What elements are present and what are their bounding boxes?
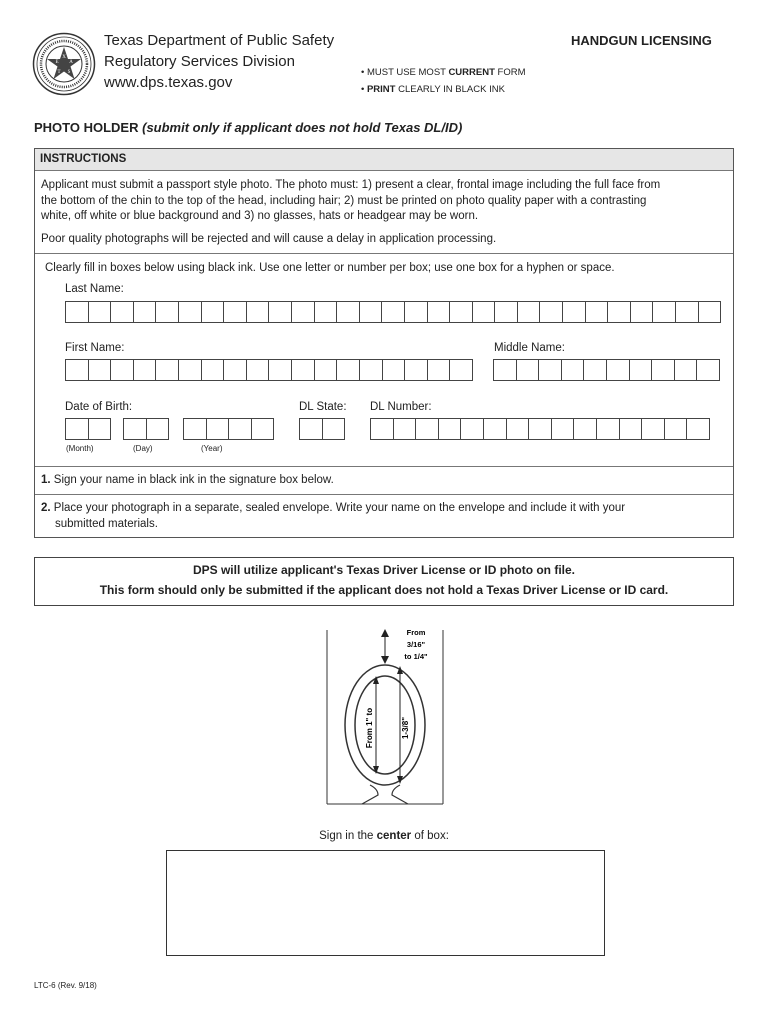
step-number: 2. (41, 502, 51, 514)
top-margin-label-3: to 1/4" (404, 652, 428, 661)
signature-instruction (0, 830, 768, 842)
svg-text:S: S (67, 70, 71, 75)
dl-number-field[interactable] (370, 418, 710, 440)
dob-month-field[interactable] (65, 418, 111, 440)
divider (35, 253, 733, 254)
dps-notice (34, 557, 734, 606)
svg-text:X: X (62, 55, 66, 60)
agency-block (104, 30, 334, 93)
signature-box[interactable] (166, 850, 605, 956)
title-main: PHOTO HOLDER (34, 120, 143, 135)
step-2 (41, 501, 731, 532)
sign-text: Sign in the (319, 830, 377, 842)
sign-text: of box: (411, 830, 449, 842)
year-caption: (Year) (201, 444, 223, 453)
top-margin-label-1: From (406, 628, 426, 637)
sign-bold: center (376, 830, 412, 842)
dl-state-field[interactable] (299, 418, 345, 440)
program-title: HANDGUN LICENSING (571, 33, 712, 48)
step-text: submitted materials. (55, 517, 158, 530)
note-text: CLEARLY IN BLACK INK (395, 84, 505, 95)
dl-number-label: DL Number: (370, 401, 432, 413)
month-caption: (Month) (66, 444, 94, 453)
page-title (34, 120, 462, 135)
middle-name-field[interactable] (493, 359, 720, 381)
dob-year-field[interactable] (183, 418, 274, 440)
face-height-max-label: 1-3/8" (401, 716, 410, 740)
step-1 (41, 473, 334, 489)
notice-line: DPS will utilize applicant's Texas Driver License or ID photo on file. (192, 563, 576, 577)
note-current-form (361, 64, 526, 81)
note-bold: CURRENT (448, 67, 495, 78)
svg-text:A: A (69, 60, 73, 65)
instructions-line: Applicant must submit a passport style photo. The photo must: 1) present a clear, frontal image including the full face from (41, 179, 661, 191)
fill-instruction: Clearly fill in boxes below using black ink. Use one letter or number per box; use one box for a hyphen or space. (45, 262, 615, 274)
agency-website: www.dps.texas.gov (104, 74, 233, 91)
title-subtitle: (submit only if applicant does not hold Texas DL/ID) (142, 120, 463, 135)
svg-text:E: E (55, 60, 59, 65)
dps-seal-logo (32, 32, 96, 96)
divider (35, 494, 733, 495)
middle-name-label: Middle Name: (494, 342, 565, 354)
last-name-field[interactable] (65, 301, 721, 323)
day-caption: (Day) (133, 444, 153, 453)
agency-name: Texas Department of Public Safety (104, 32, 335, 49)
instructions-paragraph (41, 178, 731, 225)
instructions-heading: INSTRUCTIONS (35, 149, 733, 171)
first-name-label: First Name: (65, 342, 125, 354)
dl-state-label: DL State: (299, 401, 347, 413)
face-height-min-label: From 1" to (365, 707, 374, 749)
form-notes (361, 64, 526, 98)
note-print-clearly: • PRINT CLEARLY IN BLACK INK (361, 84, 505, 95)
instructions-line: white, off white or blue background and 3) no glasses, hats or headgear may be worn. (41, 210, 479, 222)
step-number: 1. (41, 474, 51, 486)
note-bold: PRINT (366, 84, 396, 95)
notice-line: This form should only be submitted if the applicant does not hold a Texas Driver License or ID card. (99, 583, 669, 597)
photo-size-diagram (326, 628, 444, 806)
dob-label: Date of Birth: (65, 401, 133, 413)
first-name-field[interactable] (65, 359, 473, 381)
step-text: Sign your name in black ink in the signature box below. (50, 474, 334, 486)
note-text: • MUST USE MOST (361, 67, 449, 78)
form-number: LTC-6 (Rev. 9/18) (34, 981, 97, 990)
divider (35, 466, 733, 467)
step-text: Place your photograph in a separate, sealed envelope. Write your name on the envelope and include it with your (50, 502, 626, 514)
dob-day-field[interactable] (123, 418, 169, 440)
division-name: Regulatory Services Division (104, 53, 295, 70)
note-text: FORM (494, 67, 526, 78)
top-margin-label-2: 3/16" (406, 640, 426, 649)
last-name-label: Last Name: (65, 283, 124, 295)
instructions-warning: Poor quality photographs will be rejected and will cause a delay in application processing. (41, 233, 497, 245)
svg-text:T: T (57, 70, 61, 75)
instructions-line: the bottom of the chin to the top of the head, including hair; 2) must be printed on photo quality paper with a contrasting (41, 194, 647, 207)
